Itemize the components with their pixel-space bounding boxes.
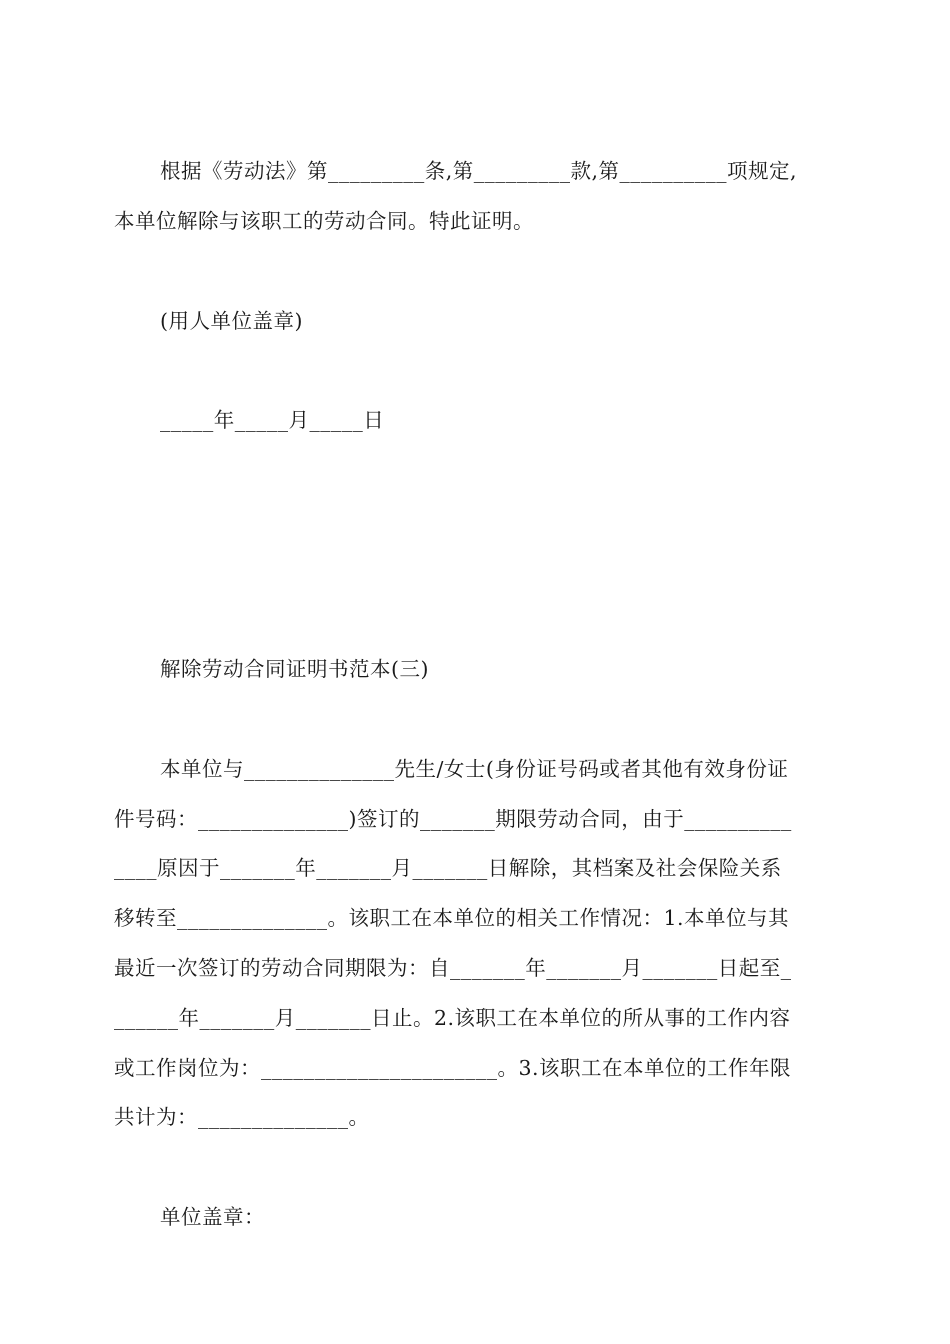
section-title: 解除劳动合同证明书范本(三) (160, 657, 429, 681)
termination-basis-line-2: 本单位解除与该职工的劳动合同。特此证明。 (114, 209, 534, 233)
unit-seal-label: 单位盖章： (160, 1205, 265, 1229)
body-line: 最近一次签订的劳动合同期限为：自_______年_______月_______日起至_ (114, 956, 792, 980)
body-line: ____原因于_______年_______月_______日解除，其档案及社会保险关系 (114, 856, 782, 880)
body-line: 本单位与______________先生/女士(身份证号码或者其他有效身份证 (160, 757, 789, 781)
termination-basis-line-1: 根据《劳动法》第_________条,第_________款,第__________项规定, (160, 159, 798, 183)
body-line: 移转至______________。该职工在本单位的相关工作情况：1.本单位与其 (114, 906, 790, 930)
body-line: ______年_______月_______日止。2.该职工在本单位的所从事的工作内容 (114, 1006, 791, 1030)
body-line: 共计为：______________。 (114, 1105, 370, 1129)
body-line: 件号码：______________)签订的_______期限劳动合同，由于__________ (114, 807, 792, 831)
employer-seal-label: (用人单位盖章) (160, 309, 303, 333)
body-line: 或工作岗位为：______________________。3.该职工在本单位的工作年限 (114, 1056, 792, 1080)
date-line: _____年_____月_____日 (160, 408, 385, 432)
